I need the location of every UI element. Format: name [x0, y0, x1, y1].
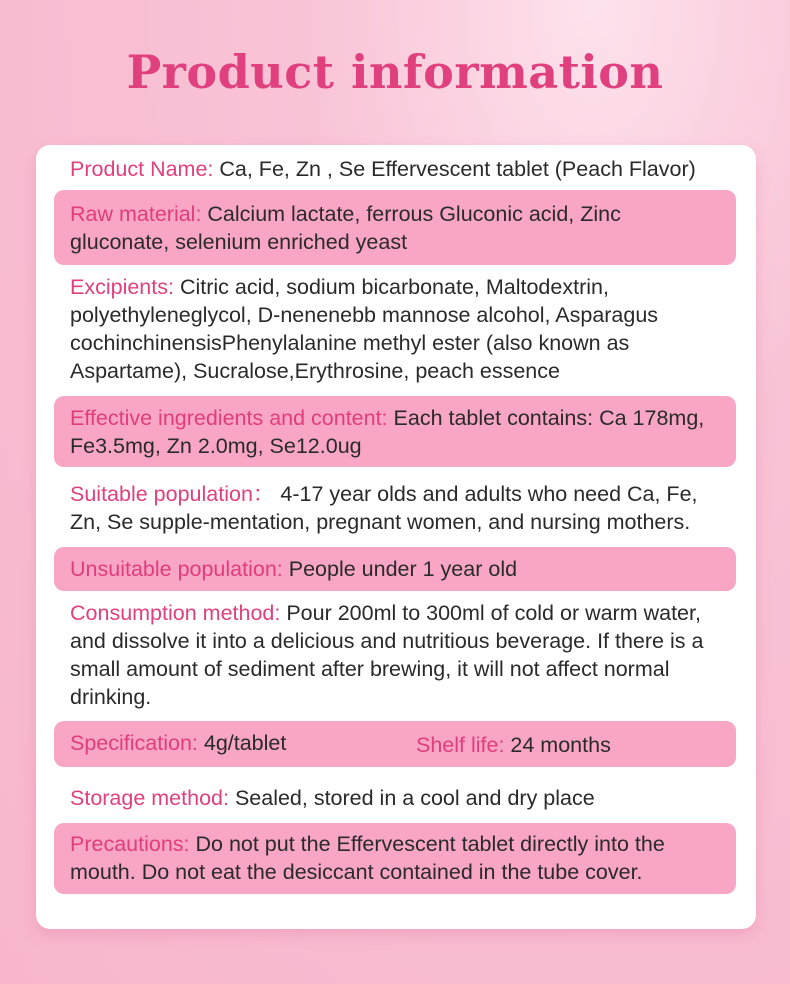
shelf-life-value: 24 months: [510, 733, 611, 757]
effective-ingredients-label: Effective ingredients and content:: [70, 406, 394, 430]
precautions-row: [54, 823, 736, 894]
consumption-method-label: Consumption method:: [70, 601, 287, 625]
precautions-label: Precautions:: [70, 832, 196, 856]
product-name-row: [54, 155, 736, 185]
shelf-life-cell: [416, 731, 611, 759]
product-name-label: Product Name:: [70, 157, 220, 181]
unsuitable-population-row: [54, 547, 736, 591]
consumption-method-row: [54, 599, 736, 713]
page-title: Product information: [126, 45, 664, 99]
shelf-life-label: Shelf life:: [416, 733, 511, 757]
suitable-population-value: 4-17 year olds and adults who need Ca, Fe, Zn, Se supple-mentation, pregnant women, and nursing mothers.: [70, 482, 698, 534]
excipients-label: Excipients:: [70, 275, 180, 299]
unsuitable-population-label: Unsuitable population:: [70, 557, 289, 581]
specification-cell: [70, 729, 286, 757]
effective-ingredients-row: [54, 396, 736, 467]
specification-value: 4g/tablet: [203, 731, 287, 755]
excipients-value: Citric acid, sodium bicarbonate, Maltodextrin, polyethyleneglycol, D-nenenebb mannose alcohol, Asparagus cochinchinensisPhenylalanine methyl ester (also known as Aspartame), Sucralose,Erythrosine, peach essence: [70, 275, 659, 383]
product-name-value: Ca, Fe, Zn , Se Effervescent tablet (Peach Flavor): [219, 157, 696, 181]
suitable-population-label: Suitable population：: [70, 482, 275, 506]
raw-material-row: [54, 190, 736, 265]
precautions-value: Do not put the Effervescent tablet directly into the mouth. Do not eat the desiccant contained in the tube cover.: [70, 832, 665, 884]
suitable-population-row: [54, 480, 736, 538]
storage-method-label: Storage method:: [70, 786, 235, 810]
effective-ingredients-value: Each tablet contains: Ca 178mg, Fe3.5mg, Zn 2.0mg, Se12.0ug: [70, 406, 705, 458]
excipients-row: [54, 273, 736, 388]
consumption-method-value: Pour 200ml to 300ml of cold or warm water, and dissolve it into a delicious and nutritious beverage. If there is a small amount of sediment after brewing, it will not affect normal drinking.: [70, 601, 704, 709]
specification-row: [54, 721, 736, 767]
raw-material-value: Calcium lactate, ferrous Gluconic acid, Zinc gluconate, selenium enriched yeast: [70, 202, 621, 254]
raw-material-label: Raw material:: [70, 202, 208, 226]
unsuitable-population-value: People under 1 year old: [288, 557, 518, 581]
storage-method-row: [54, 784, 736, 814]
specification-label: Specification:: [70, 731, 204, 755]
storage-method-value: Sealed, stored in a cool and dry place: [234, 786, 595, 810]
